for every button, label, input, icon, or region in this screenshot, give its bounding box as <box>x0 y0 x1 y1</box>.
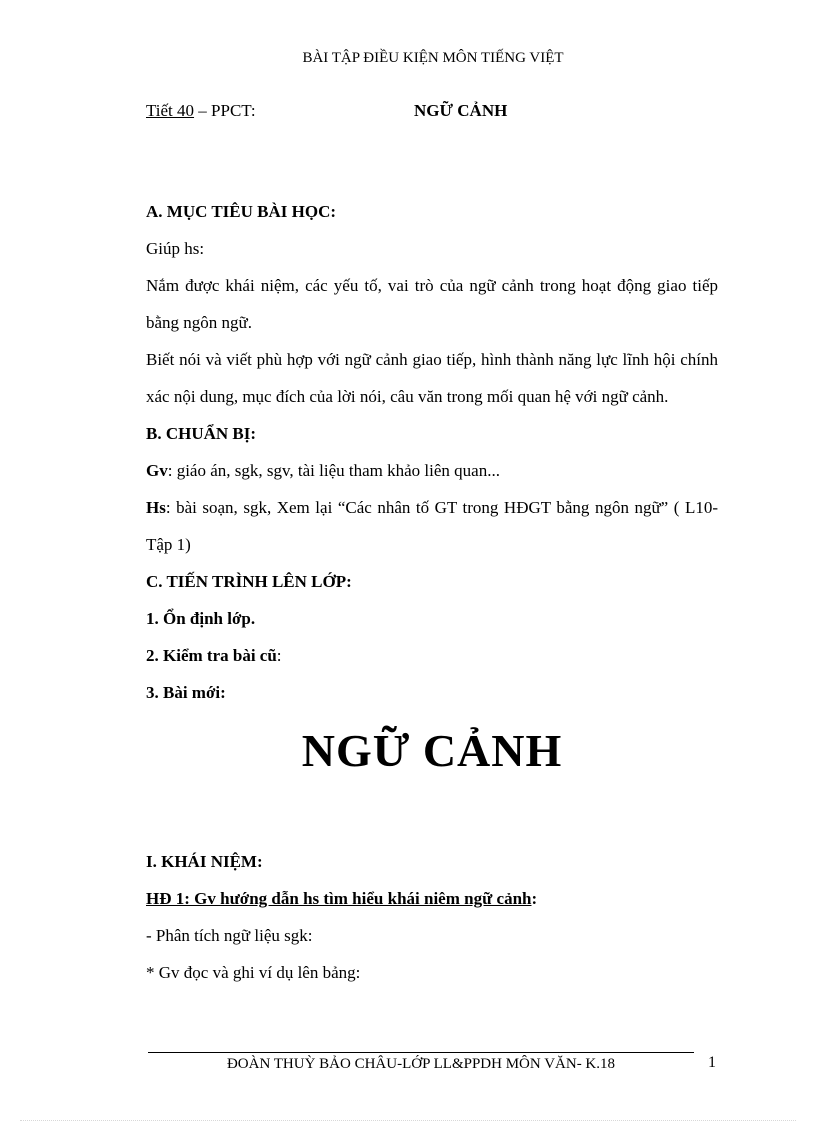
page-bottom-border <box>20 1120 796 1121</box>
hd1-text: HĐ 1: Gv hướng dẫn hs tìm hiểu khái niêm ngữ cảnh <box>146 889 532 908</box>
section-c-heading: C. TIẾN TRÌNH LÊN LỚP: <box>146 572 352 591</box>
document-body <box>146 92 718 991</box>
step-3-text: Bài mới: <box>158 683 226 702</box>
hd1-colon: : <box>531 889 538 908</box>
step-3 <box>146 674 718 711</box>
gv-label: Gv <box>146 461 168 480</box>
lesson-ppct: – PPCT: <box>194 101 256 120</box>
section-b-hs <box>146 489 718 563</box>
step-3-number: 3. <box>146 683 159 702</box>
list-item: * Gv đọc và ghi ví dụ lên bảng: <box>146 963 361 982</box>
step-1: 1. Ổn định lớp. <box>146 609 256 628</box>
section-a-intro: Giúp hs: <box>146 239 205 258</box>
section-a-para1: Nắm được khái niệm, các yếu tố, vai trò của ngữ cảnh trong hoạt động giao tiếp bằng ngôn ngữ. <box>146 276 718 332</box>
lesson-title: NGỮ CẢNH <box>414 101 508 120</box>
page-number: 1 <box>708 1054 716 1071</box>
step-2-colon: : <box>276 646 282 665</box>
hs-label: Hs <box>146 498 166 517</box>
step-2 <box>146 637 718 674</box>
footer-text: ĐOÀN THUỲ BẢO CHÂU-LỚP LL&PPDH MÔN VĂN- K.18 <box>226 1056 616 1072</box>
step-2-label: 2. Kiểm tra bài cũ <box>146 646 277 665</box>
section-a-para2: Biết nói và viết phù hợp với ngữ cảnh giao tiếp, hình thành năng lực lĩnh hội chính xác nội dung, mục đích của lời nói, câu văn trong mối quan hệ với ngữ cảnh. <box>146 350 718 406</box>
gv-text: : giáo án, sgk, sgv, tài liệu tham khảo liên quan... <box>167 461 500 480</box>
hd1-line <box>146 880 718 917</box>
section-i-heading: I. KHÁI NIỆM: <box>146 852 263 871</box>
big-title: NGỮ CẢNH <box>301 725 563 776</box>
hs-text: : bài soạn, sgk, Xem lại “Các nhân tố GT trong HĐGT bằng ngôn ngữ” ( L10- Tập 1) <box>146 498 718 554</box>
footer-divider <box>148 1052 694 1053</box>
lesson-title-row <box>146 92 718 129</box>
page-header: BÀI TẬP ĐIỀU KIỆN MÔN TIẾNG VIỆT <box>302 50 564 66</box>
lesson-number: Tiết 40 <box>146 101 195 120</box>
section-b-heading: B. CHUẨN BỊ: <box>146 424 257 443</box>
list-item: - Phân tích ngữ liệu sgk: <box>146 926 313 945</box>
section-b-gv <box>146 452 718 489</box>
section-a-heading: A. MỤC TIÊU BÀI HỌC: <box>146 202 337 221</box>
